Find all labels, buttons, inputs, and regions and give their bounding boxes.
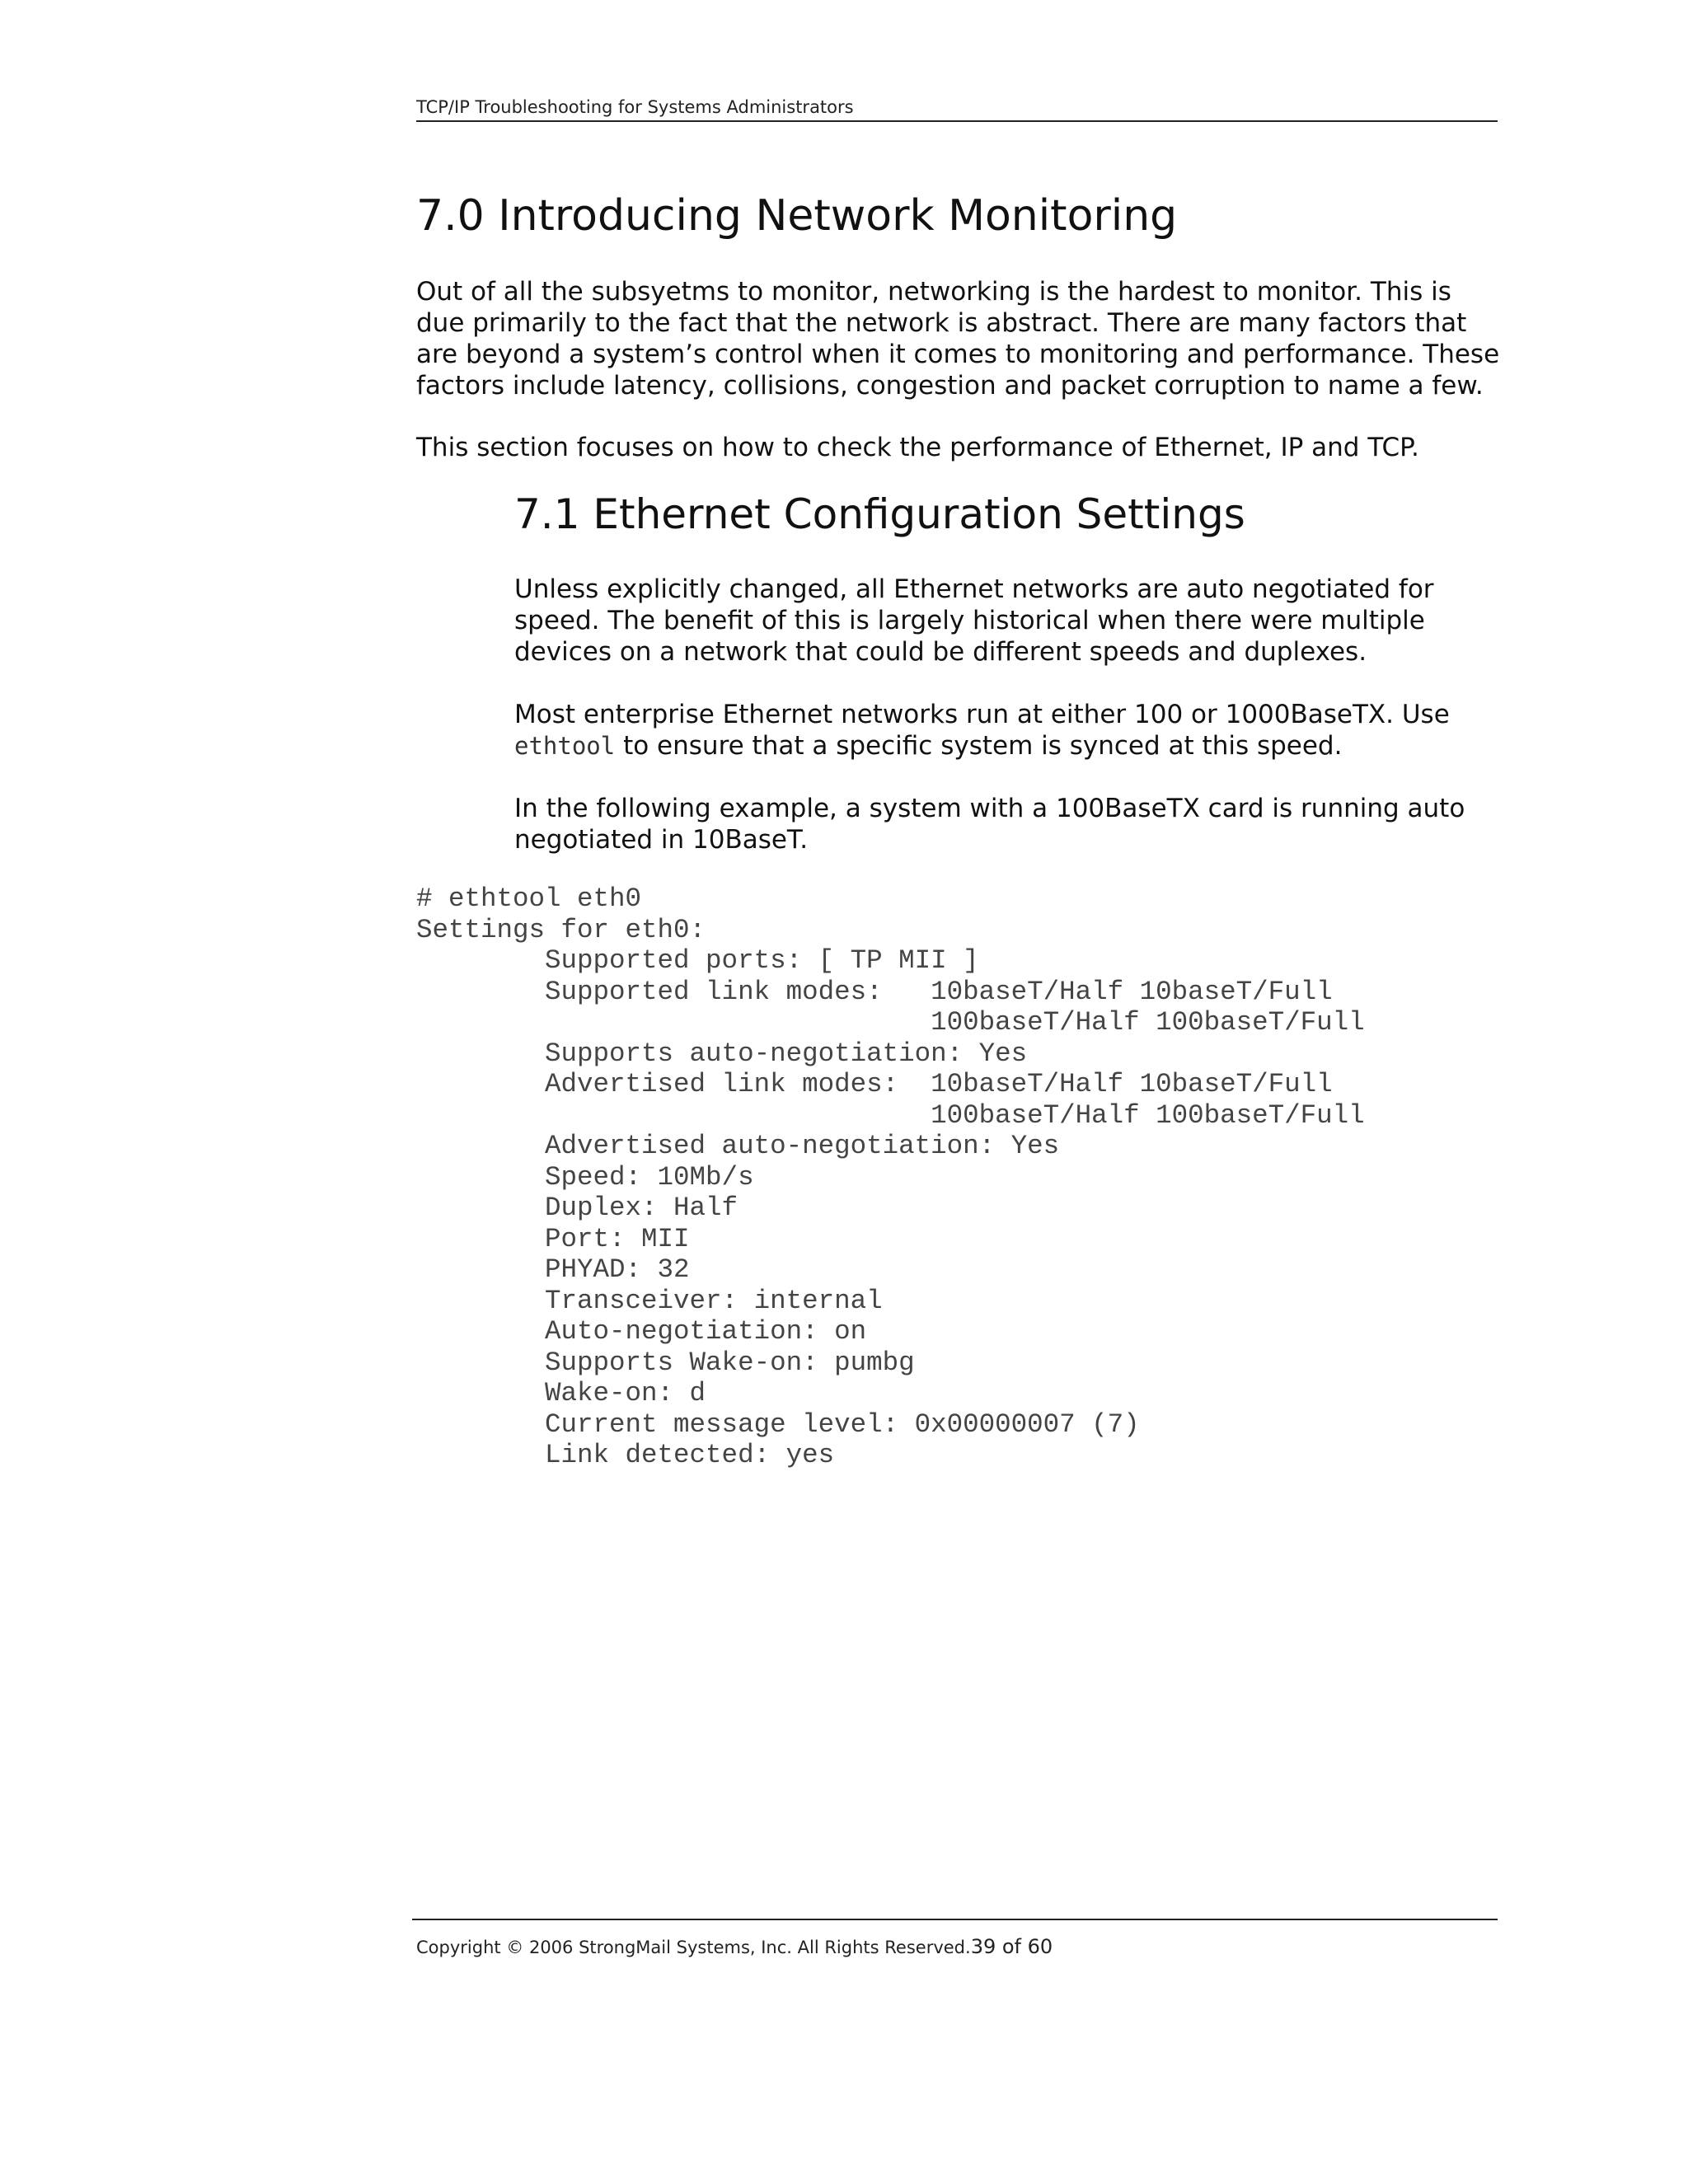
section-7-1-paragraph-2	[514, 699, 1503, 762]
code-line: Wake-on: d	[416, 1378, 706, 1408]
code-line: Advertised link modes: 10baseT/Half 10baseT/Full	[416, 1069, 1333, 1099]
code-line: Supports auto-negotiation: Yes	[416, 1038, 1028, 1069]
section-7-0-paragraph-2: This section focuses on how to check the performance of Ethernet, IP and TCP.	[416, 433, 1419, 462]
section-7-0-paragraph-1: Out of all the subsyetms to monitor, networking is the hardest to monitor. This is due primarily to the fact that the network is abstract. There are many factors that are beyond a system’s control when it comes to monitoring and performance. These factors include latency, collisions, congestion and packet corruption to name a few.	[416, 277, 1500, 401]
code-line: 100baseT/Half 100baseT/Full	[416, 1007, 1365, 1038]
section-7-1-paragraph-1: Unless explicitly changed, all Ethernet networks are auto negotiated for speed. The benefit of this is largely historical when there were multiple devices on a network that could be different speeds and duplexes.	[514, 574, 1434, 667]
code-line: Transceiver: internal	[416, 1285, 883, 1316]
running-header: TCP/IP Troubleshooting for Systems Administrators	[416, 97, 1498, 122]
section-7-1-paragraph-3: In the following example, a system with a 100BaseTX card is running auto negotiated in 10BaseT.	[514, 794, 1465, 855]
code-line: Supported ports: [ TP MII ]	[416, 945, 979, 976]
code-line: # ethtool eth0	[416, 883, 642, 914]
code-line: PHYAD: 32	[416, 1254, 690, 1285]
footer-page-number: 39 of 60	[970, 1935, 1053, 1958]
section-7-1-heading: 7.1 Ethernet Configuration Settings	[514, 490, 1245, 538]
code-line: 100baseT/Half 100baseT/Full	[416, 1099, 1365, 1131]
code-line: Port: MII	[416, 1223, 690, 1254]
code-line: Supports Wake-on: pumbg	[416, 1347, 915, 1378]
page-footer	[416, 1935, 1053, 1958]
code-line: Duplex: Half	[416, 1193, 738, 1223]
code-line: Auto-negotiation: on	[416, 1316, 867, 1347]
inline-code-ethtool: ethtool	[514, 732, 616, 760]
code-line: Supported link modes: 10baseT/Half 10baseT/Full	[416, 976, 1333, 1007]
code-line: Speed: 10Mb/s	[416, 1161, 754, 1193]
section-7-0-heading: 7.0 Introducing Network Monitoring	[416, 191, 1178, 241]
code-line: Current message level: 0x00000007 (7)	[416, 1408, 1140, 1440]
ethtool-output-code-block	[416, 883, 1365, 1471]
footer-copyright: Copyright © 2006 StrongMail Systems, Inc. All Rights Reserved.	[416, 1938, 971, 1957]
code-line: Link detected: yes	[416, 1440, 835, 1470]
code-line: Settings for eth0:	[416, 914, 706, 945]
code-line: Advertised auto-negotiation: Yes	[416, 1131, 1060, 1161]
paragraph-2-tail-text: to ensure that a specific system is synced at this speed.	[615, 731, 1343, 761]
footer-divider	[412, 1919, 1498, 1920]
paragraph-2-lead-text: Most enterprise Ethernet networks run at either 100 or 1000BaseTX. Use	[514, 700, 1450, 729]
